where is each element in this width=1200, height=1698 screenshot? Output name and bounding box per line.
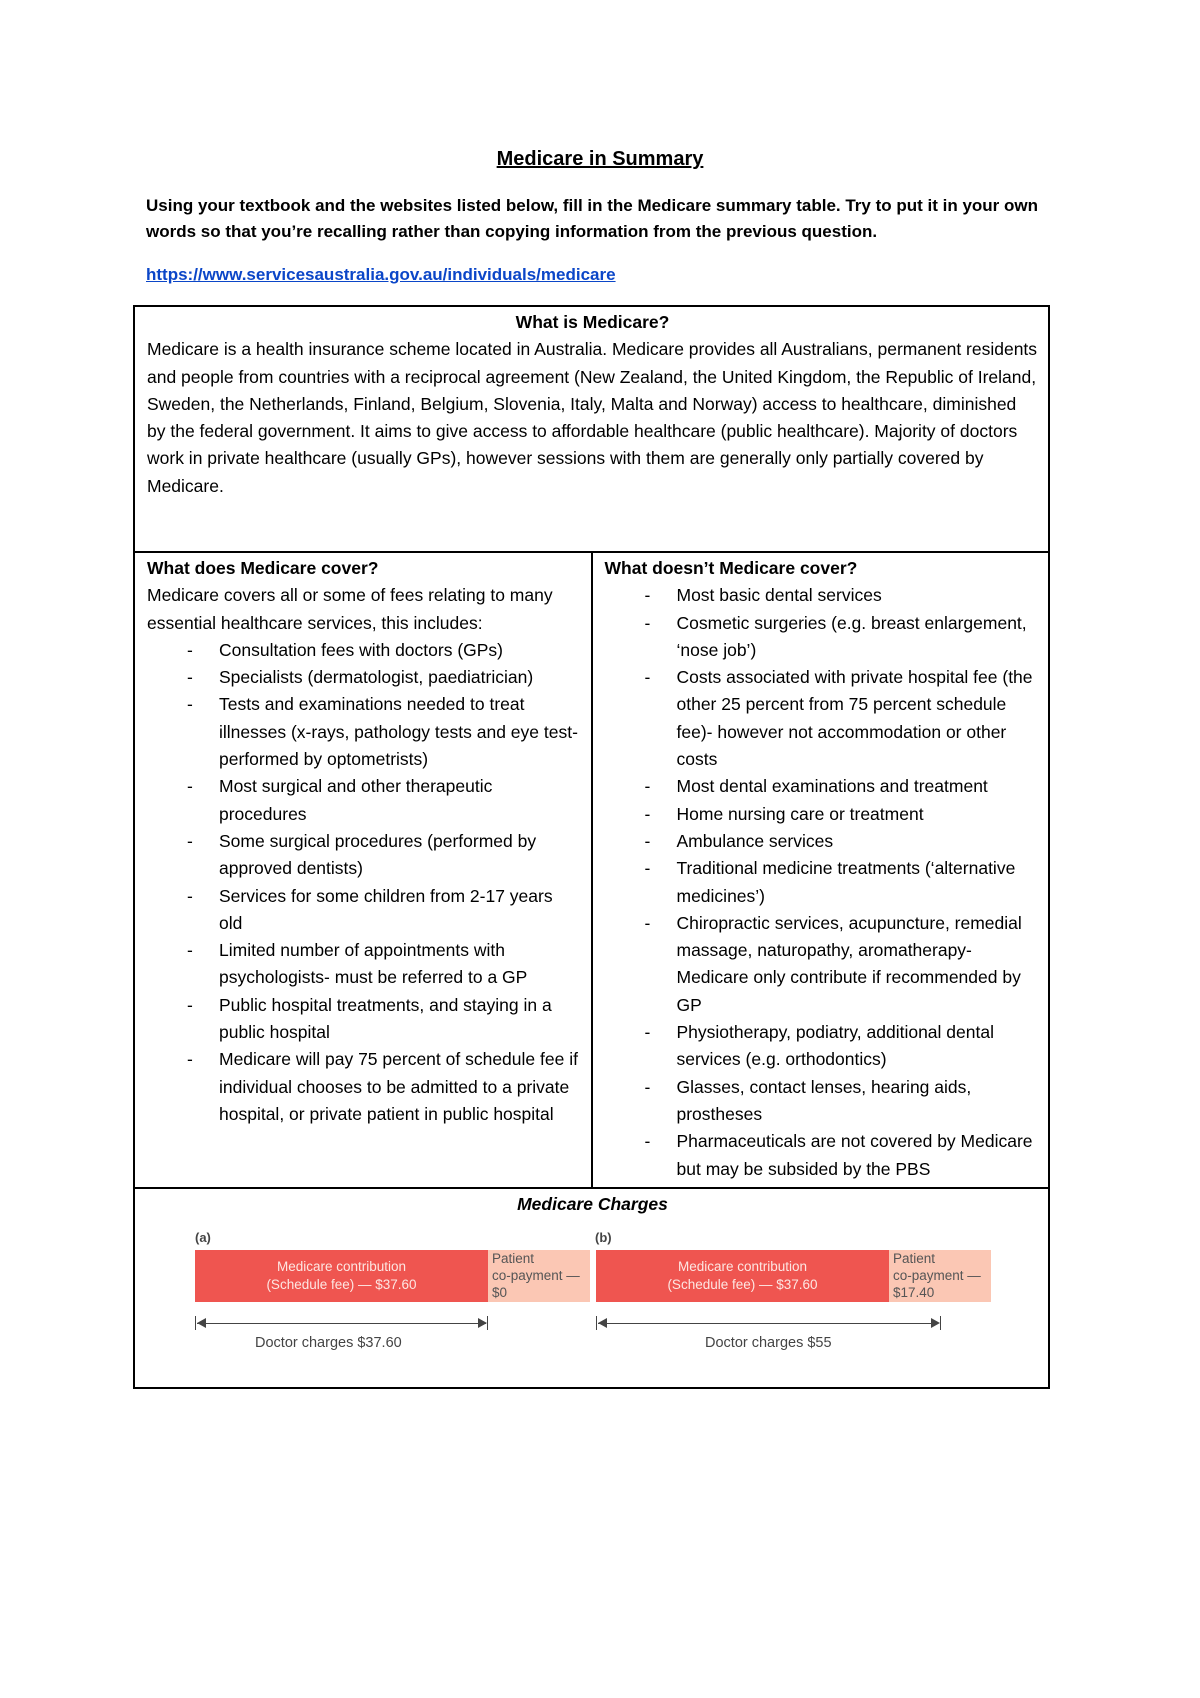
- intro-text: Using your textbook and the websites listed below, fill in the Medicare summary table. Try to put it in your own words so that you’re recalling rather than copying information from the previous question.: [146, 196, 1039, 241]
- list-item: - Services for some children from 2-17 years old: [187, 883, 581, 938]
- covers-cell: [134, 552, 592, 1188]
- panel-b-contribution-line1: Medicare contribution: [677, 1259, 808, 1275]
- panel-b-contribution-bar: [596, 1250, 889, 1302]
- list-item: - Most surgical and other therapeutic procedures: [187, 773, 581, 828]
- list-item: - Chiropractic services, acupuncture, remedial massage, naturopathy, aromatherapy- Medicare only contribute if recommended by GP: [645, 910, 1039, 1019]
- panel-b-patient-line2: co-payment —: [893, 1268, 981, 1284]
- panel-b-contribution-line2: (Schedule fee) — $37.60: [667, 1277, 818, 1293]
- panel-a-patient-line2: co-payment —: [492, 1268, 580, 1284]
- list-item: - Glasses, contact lenses, hearing aids, prostheses: [645, 1074, 1039, 1129]
- panel-a-patient-line3: $0: [492, 1285, 508, 1301]
- what-is-cell: [134, 306, 1049, 552]
- covers-intro: Medicare covers all or some of fees relating to many essential healthcare services, this includes:: [147, 585, 553, 633]
- list-item: - Public hospital treatments, and staying in a public hospital: [187, 992, 581, 1047]
- covers-heading: What does Medicare cover?: [147, 558, 379, 578]
- panel-b-dimension-line: [598, 1323, 938, 1324]
- not-covers-heading: What doesn’t Medicare cover?: [604, 558, 858, 578]
- page-title: Medicare in Summary: [496, 148, 704, 170]
- panel-a-doctor-charges: Doctor charges $37.60: [255, 1335, 402, 1352]
- charges-cell: [134, 1188, 1049, 1388]
- list-item: - Ambulance services: [645, 828, 1039, 855]
- panel-a-tick-left: [195, 1316, 196, 1330]
- panel-b-doctor-charges: Doctor charges $55: [705, 1335, 832, 1352]
- panel-b-tick-left: [596, 1316, 597, 1330]
- panel-b-label: (b): [595, 1230, 612, 1246]
- list-item: - Cosmetic surgeries (e.g. breast enlargement, ‘nose job’): [645, 610, 1039, 665]
- list-item: - Pharmaceuticals are not covered by Medicare but may be subsided by the PBS: [645, 1128, 1039, 1183]
- covers-list: [147, 637, 581, 1128]
- panel-a-patient-line1: Patient: [492, 1251, 535, 1267]
- list-item: - Tests and examinations needed to treat illnesses (x-rays, pathology tests and eye test- performed by optometrists): [187, 691, 581, 773]
- panel-b-tick-right: [940, 1316, 941, 1330]
- charges-diagram: [147, 1224, 1038, 1364]
- panel-a-contribution-bar: [195, 1250, 488, 1302]
- list-item: - Most dental examinations and treatment: [645, 773, 1039, 800]
- panel-a-dimension-line: [197, 1323, 486, 1324]
- panel-b-patient-bar: [889, 1250, 991, 1302]
- not-covers-cell: [592, 552, 1050, 1188]
- panel-b-patient-line3: $17.40: [893, 1285, 935, 1301]
- list-item: - Limited number of appointments with psychologists- must be referred to a GP: [187, 937, 581, 992]
- list-item: - Costs associated with private hospital fee (the other 25 percent from 75 percent schedule fee)- however not accommodation or other costs: [645, 664, 1039, 773]
- list-item: - Physiotherapy, podiatry, additional dental services (e.g. orthodontics): [645, 1019, 1039, 1074]
- panel-a-patient-bar: [488, 1250, 590, 1302]
- list-item: - Home nursing care or treatment: [645, 801, 1039, 828]
- panel-a-tick-right: [487, 1316, 488, 1330]
- list-item: - Traditional medicine treatments (‘alternative medicines’): [645, 855, 1039, 910]
- list-item: - Consultation fees with doctors (GPs): [187, 637, 581, 664]
- panel-b-arrow-right-icon: [931, 1318, 940, 1328]
- what-is-body: Medicare is a health insurance scheme located in Australia. Medicare provides all Australians, permanent residents and people from countries with a reciprocal agreement (New Zealand, the United Kingdom, the Republic of Ireland, Sweden, the Netherlands, Finland, Belgium, Slovenia, Italy, Malta and Norway) access to healthcare, diminished by the federal government. It aims to give access to affordable healthcare (public healthcare). Majority of doctors work in private healthcare (usually GPs), however sessions with them are generally only partially covered by Medicare.: [147, 339, 1038, 496]
- what-is-heading: What is Medicare?: [515, 312, 670, 332]
- services-australia-link[interactable]: https://www.servicesaustralia.gov.au/individuals/medicare: [146, 265, 616, 284]
- list-item: - Specialists (dermatologist, paediatrician): [187, 664, 581, 691]
- panel-a-contribution-line2: (Schedule fee) — $37.60: [266, 1277, 417, 1293]
- summary-table: [133, 305, 1050, 1389]
- list-item: - Medicare will pay 75 percent of schedule fee if individual chooses to be admitted to a private hospital, or private patient in public hospital: [187, 1046, 581, 1128]
- panel-a-arrow-right-icon: [478, 1318, 487, 1328]
- not-covers-list: [605, 582, 1039, 1183]
- panel-a-label: (a): [195, 1230, 211, 1246]
- list-item: - Most basic dental services: [645, 582, 1039, 609]
- list-item: - Some surgical procedures (performed by approved dentists): [187, 828, 581, 883]
- panel-a-contribution-line1: Medicare contribution: [276, 1259, 407, 1275]
- charges-title: Medicare Charges: [517, 1193, 668, 1214]
- panel-b-patient-line1: Patient: [893, 1251, 936, 1267]
